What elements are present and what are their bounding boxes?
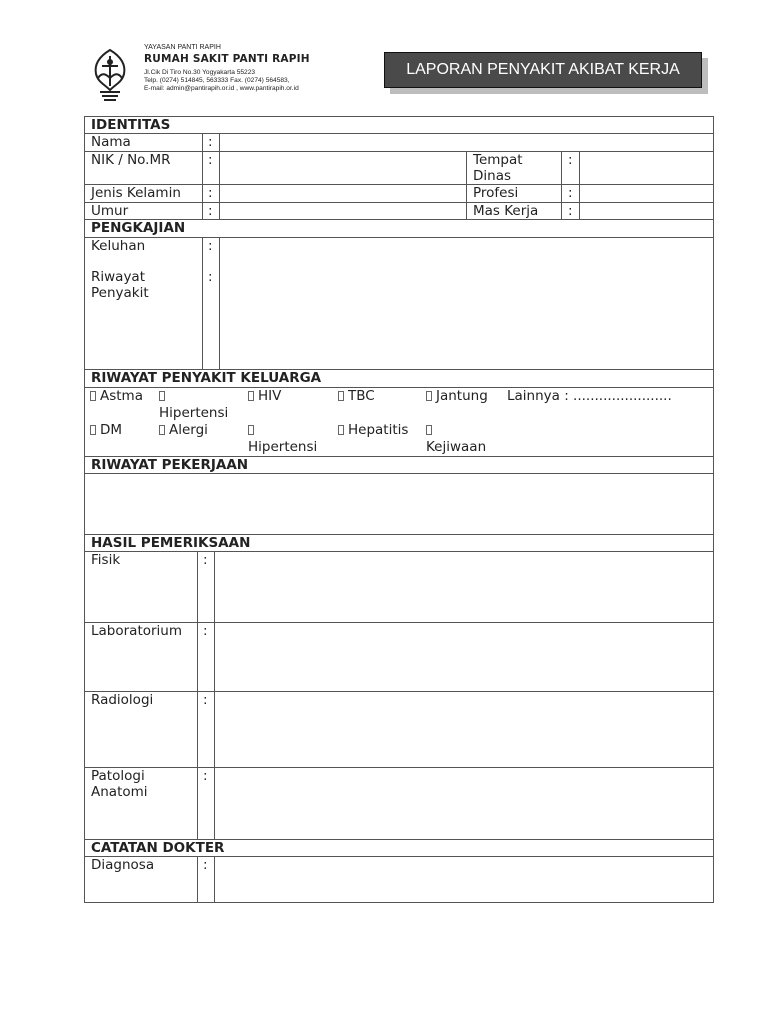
checkbox-icon <box>159 425 165 435</box>
checkbox-icon <box>90 425 96 435</box>
colon: : <box>208 185 213 201</box>
letterhead <box>88 44 718 108</box>
section-heading-catatan: CATATAN DOKTER <box>91 840 225 856</box>
label-kejiwaan: Kejiwaan <box>426 439 487 455</box>
option-astma[interactable]: Astma <box>90 388 143 404</box>
rule <box>85 133 713 134</box>
section-heading-pemeriksaan: HASIL PEMERIKSAAN <box>91 535 251 551</box>
address-line: Jl.Cik Di Tiro No.30 Yogyakarta 55223 <box>144 68 256 76</box>
colon: : <box>208 269 213 285</box>
rule <box>85 691 713 692</box>
report-form <box>84 116 714 903</box>
rule <box>202 134 203 220</box>
label-nama: Nama <box>91 134 131 150</box>
checkbox-icon <box>426 425 432 435</box>
foundation-name: YAYASAN PANTI RAPIH <box>144 44 221 51</box>
colon: : <box>203 857 208 873</box>
section-heading-keluarga: RIWAYAT PENYAKIT KELUARGA <box>91 370 322 386</box>
option-hepatitis[interactable]: Hepatitis <box>338 422 408 438</box>
label-radiologi: Radiologi <box>91 692 154 708</box>
rule <box>219 238 220 370</box>
colon: : <box>208 152 213 168</box>
colon: : <box>203 768 208 784</box>
phone-line: Telp. (0274) 514845, 563333 Fax. (0274) 564583, <box>144 76 290 84</box>
label-penyakit: Penyakit <box>91 285 149 301</box>
option-kejiwaan[interactable] <box>426 422 436 438</box>
colon: : <box>568 203 573 219</box>
label-umur: Umur <box>91 203 129 219</box>
document-title: LAPORAN PENYAKIT AKIBAT KERJA <box>384 52 702 88</box>
colon: : <box>203 692 208 708</box>
label-nik: NIK / No.MR <box>91 152 171 168</box>
option-hiv[interactable]: HIV <box>248 388 281 404</box>
label-lainnya: Lainnya : ....................... <box>507 388 672 404</box>
rule <box>197 857 198 903</box>
rule <box>85 237 713 238</box>
option-hipertensi[interactable] <box>159 388 169 404</box>
label-tempat: Tempat <box>473 152 523 168</box>
rule <box>561 152 562 220</box>
option-jantung[interactable]: Jantung <box>426 388 488 404</box>
option-alergi[interactable]: Alergi <box>159 422 208 438</box>
colon: : <box>208 134 213 150</box>
label-profesi: Profesi <box>473 185 519 201</box>
rule <box>85 473 713 474</box>
label-keluhan: Keluhan <box>91 238 146 254</box>
checkbox-icon <box>426 391 432 401</box>
label-patologi: Patologi <box>91 768 145 784</box>
label-riwayat: Riwayat <box>91 269 145 285</box>
email-line: E-mail: admin@pantirapih.or.id , www.pantirapih.or.id <box>144 84 299 92</box>
label-diagnosa: Diagnosa <box>91 857 155 873</box>
colon: : <box>568 185 573 201</box>
checkbox-icon <box>248 391 254 401</box>
section-heading-pengkajian: PENGKAJIAN <box>91 220 186 236</box>
rule <box>579 152 580 220</box>
colon: : <box>203 552 208 568</box>
colon: : <box>208 238 213 254</box>
rule <box>85 202 713 203</box>
rule <box>85 151 713 152</box>
rule <box>85 767 713 768</box>
label-dinas: Dinas <box>473 168 512 184</box>
section-heading-identitas: IDENTITAS <box>91 117 171 133</box>
rule <box>85 551 713 552</box>
checkbox-icon <box>248 425 254 435</box>
hospital-logo-icon <box>90 46 130 106</box>
colon: : <box>208 203 213 219</box>
label-hipertensi: Hipertensi <box>159 405 229 421</box>
rule <box>466 152 467 220</box>
rule <box>85 856 713 857</box>
rule <box>214 857 215 903</box>
rule <box>214 552 215 839</box>
rule <box>197 552 198 839</box>
label-jenis-kelamin: Jenis Kelamin <box>91 185 181 201</box>
colon: : <box>568 152 573 168</box>
option-tbc[interactable]: TBC <box>338 388 375 404</box>
organization-block <box>144 44 310 93</box>
label-hipertensi-2: Hipertensi <box>248 439 318 455</box>
rule <box>219 134 220 220</box>
label-anatomi: Anatomi <box>91 784 148 800</box>
label-fisik: Fisik <box>91 552 121 568</box>
label-laboratorium: Laboratorium <box>91 623 183 639</box>
colon: : <box>203 623 208 639</box>
checkbox-icon <box>338 391 344 401</box>
hospital-name: RUMAH SAKIT PANTI RAPIH <box>144 53 310 65</box>
rule <box>202 238 203 370</box>
option-hipertensi-2[interactable] <box>248 422 258 438</box>
checkbox-icon <box>159 391 165 401</box>
checkbox-icon <box>90 391 96 401</box>
section-heading-pekerjaan: RIWAYAT PEKERJAAN <box>91 457 249 473</box>
label-mas-kerja: Mas Kerja <box>473 203 539 219</box>
option-dm[interactable]: DM <box>90 422 122 438</box>
checkbox-icon <box>338 425 344 435</box>
